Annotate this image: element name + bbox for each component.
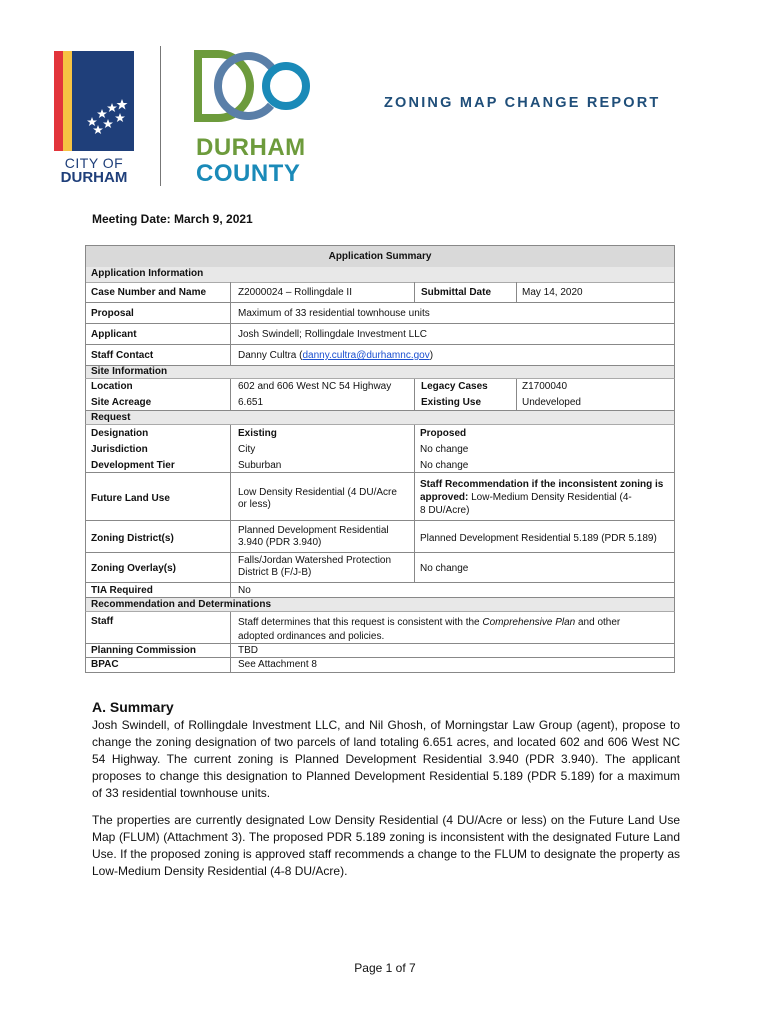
bpac-label: BPAC (91, 659, 119, 670)
logo-divider (160, 46, 161, 186)
future-land-use-existing: Low Density Residential (4 DU/Acre or less) (238, 487, 397, 510)
zoning-overlay-proposed: No change (420, 563, 469, 574)
city-of-durham-logo (54, 51, 134, 186)
zoning-overlay-existing: Falls/Jordan Watershed Protection District B (F/J-B) (238, 555, 392, 578)
meeting-date: Meeting Date: March 9, 2021 (92, 212, 253, 226)
table-row (85, 583, 675, 598)
county-county-text: COUNTY (196, 160, 301, 187)
planning-commission-value: TBD (238, 645, 258, 656)
proposal-value: Maximum of 33 residential townhouse units (238, 308, 430, 319)
section-site-information: Site Information (85, 366, 675, 379)
designation-label: Designation (91, 428, 149, 439)
staff-label: Staff (91, 616, 114, 627)
submittal-date-label: Submittal Date (421, 287, 492, 298)
proposal-label: Proposal (91, 308, 134, 319)
existing-header: Existing (238, 428, 277, 439)
city-durham-text: DURHAM (60, 169, 128, 186)
existing-use-value: Undeveloped (522, 397, 581, 408)
summary-paragraph-1: Josh Swindell, of Rollingdale Investment LLC, and Nil Ghosh, of Morningstar Law Group (agent), propose to change the zoning designation of two parcels of land totaling 6.651 acres, and located 602 and 606 West NC 54 Highway. The current zoning is Planned Development Residential 3.940 (PDR 3.940). The applicant proposes to change this designation to Planned Development Residential 5.189 (PDR 5.189) for a maximum of 33 residential townhouse units. (92, 718, 680, 800)
site-acreage-value: 6.651 (238, 397, 264, 408)
staff-contact-value: Danny Cultra (danny.cultra@durhamnc.gov) (238, 350, 434, 361)
proposed-header: Proposed (420, 428, 467, 439)
table-title: Application Summary (85, 245, 675, 268)
legacy-cases-label: Legacy Cases (421, 381, 488, 392)
summary-heading: A. Summary (92, 699, 174, 715)
section-request: Request (85, 411, 675, 425)
city-flag-icon (54, 51, 134, 151)
zoning-district-label: Zoning District(s) (91, 533, 174, 544)
zoning-district-existing: Planned Development Residential 3.940 (PDR 3.940) (238, 525, 389, 548)
county-durham-text: DURHAM (196, 134, 306, 161)
summary-paragraph-2: The properties are currently designated Low Density Residential (4 DU/Acre or less) on the Future Land Use Map (FLUM) (Attachment 3). The proposed PDR 5.189 zoning is inconsistent with the designated Future Land Use. If the proposed zoning is approved staff recommends a change to the FLUM to designate the property as Low-Medium Density Residential (4-8 DU/Acre). (92, 813, 680, 878)
table-row (85, 658, 675, 673)
report-title: ZONING MAP CHANGE REPORT (384, 95, 661, 111)
section-recommendations: Recommendation and Determinations (85, 598, 675, 612)
existing-use-label: Existing Use (421, 397, 482, 408)
section-application-information: Application Information (85, 267, 675, 283)
site-acreage-label: Site Acreage (91, 397, 152, 408)
jurisdiction-label: Jurisdiction (91, 444, 148, 455)
future-land-use-proposed: Staff Recommendation if the inconsistent zoning is approved: Low-Medium Density Residential (4- 8 DU/Acre) (420, 479, 664, 516)
tia-required-label: TIA Required (91, 585, 153, 596)
applicant-label: Applicant (91, 329, 137, 340)
dco-logo-icon (194, 50, 310, 122)
zoning-district-proposed: Planned Development Residential 5.189 (PDR 5.189) (420, 533, 657, 544)
staff-determination: Staff determines that this request is consistent with the Comprehensive Plan and other adopted ordinances and policies. (238, 617, 621, 642)
development-tier-existing: Suburban (238, 460, 282, 471)
staff-email-link[interactable]: danny.cultra@durhamnc.gov (302, 350, 430, 361)
case-number-label: Case Number and Name (91, 287, 207, 298)
page-number: Page 1 of 7 (354, 961, 416, 975)
planning-commission-label: Planning Commission (91, 645, 197, 656)
staff-contact-label: Staff Contact (91, 350, 154, 361)
applicant-value: Josh Swindell; Rollingdale Investment LLC (238, 329, 427, 340)
development-tier-label: Development Tier (91, 460, 175, 471)
jurisdiction-existing: City (238, 444, 256, 455)
location-label: Location (91, 381, 133, 392)
location-value: 602 and 606 West NC 54 Highway (238, 381, 392, 392)
city-of-text: CITY OF (64, 155, 124, 171)
case-number-value: Z2000024 – Rollingdale II (238, 287, 352, 298)
future-land-use-label: Future Land Use (91, 493, 170, 504)
zoning-overlay-label: Zoning Overlay(s) (91, 563, 177, 574)
durham-county-logo (194, 50, 310, 185)
jurisdiction-proposed: No change (420, 444, 469, 455)
tia-required-value: No (238, 585, 251, 596)
development-tier-proposed: No change (420, 460, 469, 471)
stars-icon (82, 91, 132, 141)
legacy-cases-value: Z1700040 (522, 381, 568, 392)
bpac-value: See Attachment 8 (238, 659, 317, 670)
submittal-date-value: May 14, 2020 (522, 287, 583, 298)
